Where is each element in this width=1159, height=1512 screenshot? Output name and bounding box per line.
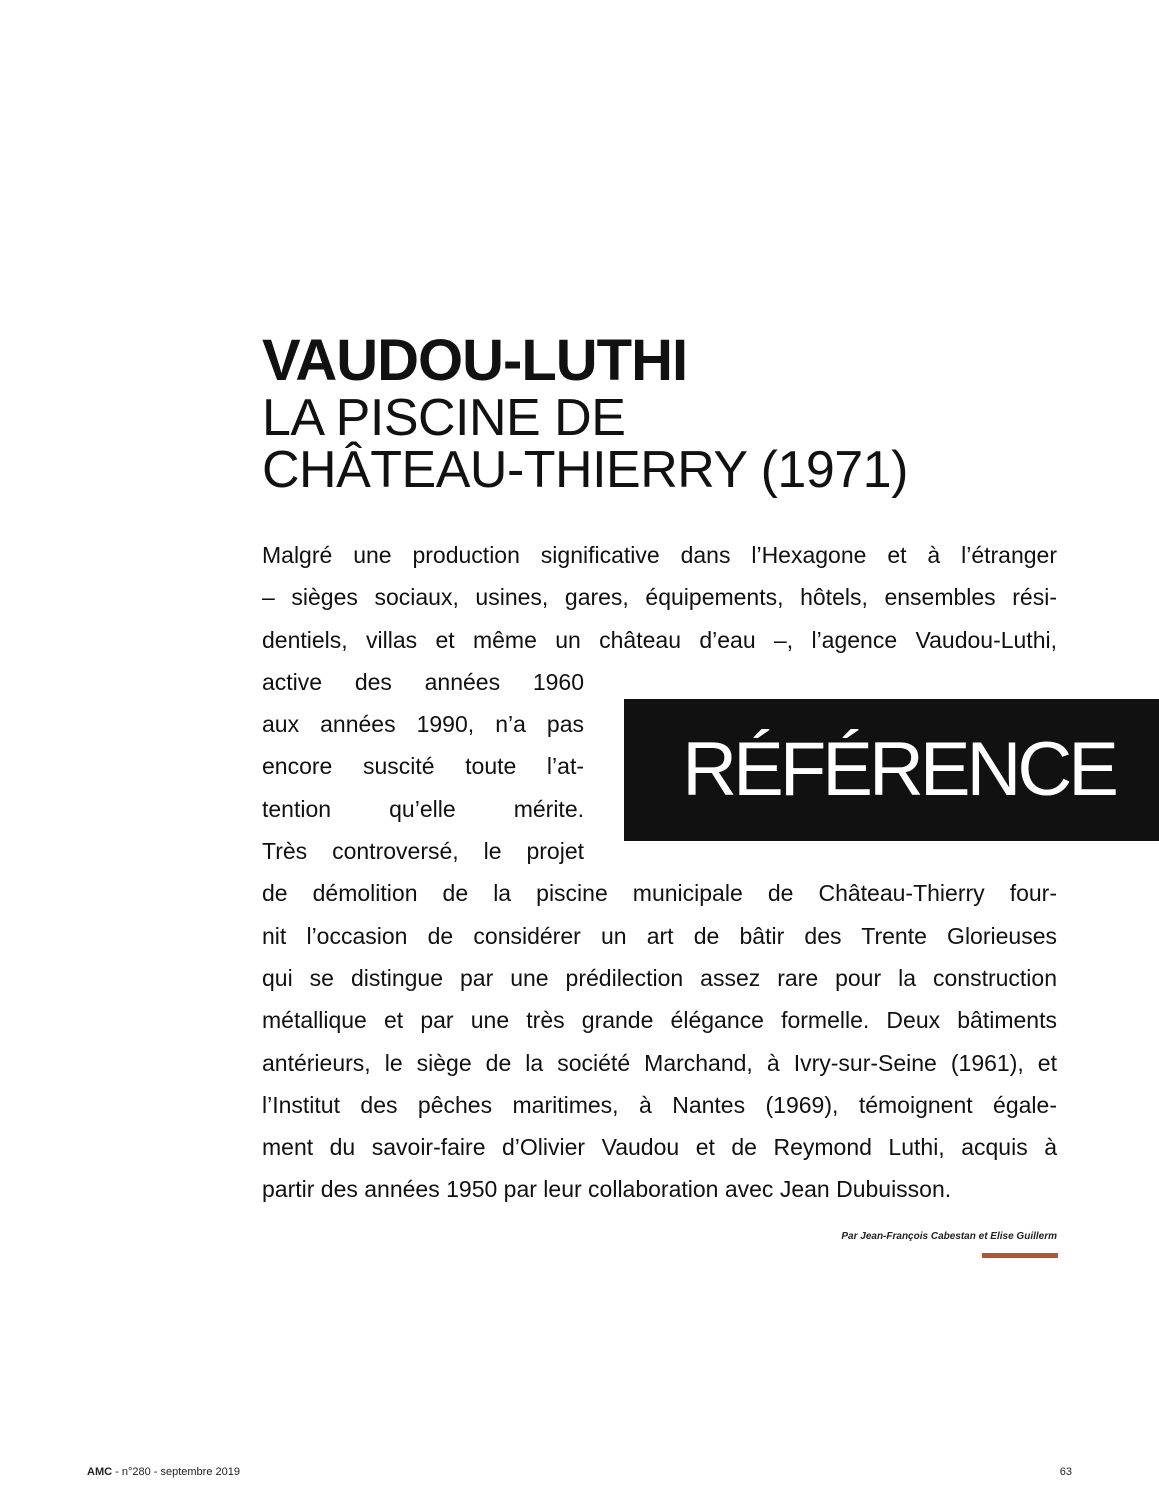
intro-line: active des années 1960 bbox=[262, 668, 584, 695]
author-byline: Par Jean-François Cabestan et Elise Guillerm bbox=[841, 1231, 1057, 1242]
page-footer-issue bbox=[87, 1466, 240, 1478]
intro-line: de démolition de la piscine municipale de Château-Thierry four- bbox=[262, 880, 1057, 907]
intro-line: dentiels, villas et même un château d’eau –, l’agence Vaudou-Luthi, bbox=[262, 626, 1057, 653]
section-label: RÉFÉRENCE bbox=[682, 727, 1115, 812]
intro-line: l’Institut des pêches maritimes, à Nantes (1969), témoignent égale- bbox=[262, 1091, 1057, 1118]
page-number: 63 bbox=[1059, 1466, 1072, 1478]
intro-line: nit l’occasion de considérer un art de bâtir des Trente Glorieuses bbox=[262, 922, 1057, 949]
intro-line: tention qu’elle mérite. bbox=[262, 795, 584, 822]
intro-line: aux années 1990, n’a pas bbox=[262, 711, 584, 738]
intro-line: ment du savoir-faire d’Olivier Vaudou et de Reymond Luthi, acquis à bbox=[262, 1134, 1057, 1161]
accent-rule bbox=[982, 1253, 1058, 1258]
article-subtitle-line-1: LA PISCINE DE bbox=[262, 389, 626, 447]
intro-line: métallique et par une très grande élégance formelle. Deux bâtiments bbox=[262, 1007, 1057, 1034]
intro-line: Très controversé, le projet bbox=[262, 838, 584, 865]
intro-line: encore suscité toute l’at- bbox=[262, 753, 584, 780]
magazine-name: AMC bbox=[87, 1466, 113, 1478]
article-subtitle-line-2: CHÂTEAU-THIERRY (1971) bbox=[262, 441, 908, 499]
intro-line: antérieurs, le siège de la société Marchand, à Ivry-sur-Seine (1961), et bbox=[262, 1049, 1057, 1076]
intro-line: Malgré une production significative dans l’Hexagone et à l’étranger bbox=[262, 542, 1057, 568]
issue-info: - n°280 - septembre 2019 bbox=[112, 1466, 240, 1478]
article-title-block bbox=[262, 328, 1082, 499]
article-title: VAUDOU-LUTHI bbox=[262, 328, 688, 393]
intro-line: partir des années 1950 par leur collaboration avec Jean Dubuisson. bbox=[262, 1176, 952, 1203]
intro-paragraph bbox=[262, 534, 1057, 1211]
intro-line: qui se distingue par une prédilection assez rare pour la construction bbox=[262, 964, 1057, 991]
intro-line: – sièges sociaux, usines, gares, équipements, hôtels, ensembles rési- bbox=[262, 584, 1057, 611]
section-label-box bbox=[624, 699, 1159, 841]
